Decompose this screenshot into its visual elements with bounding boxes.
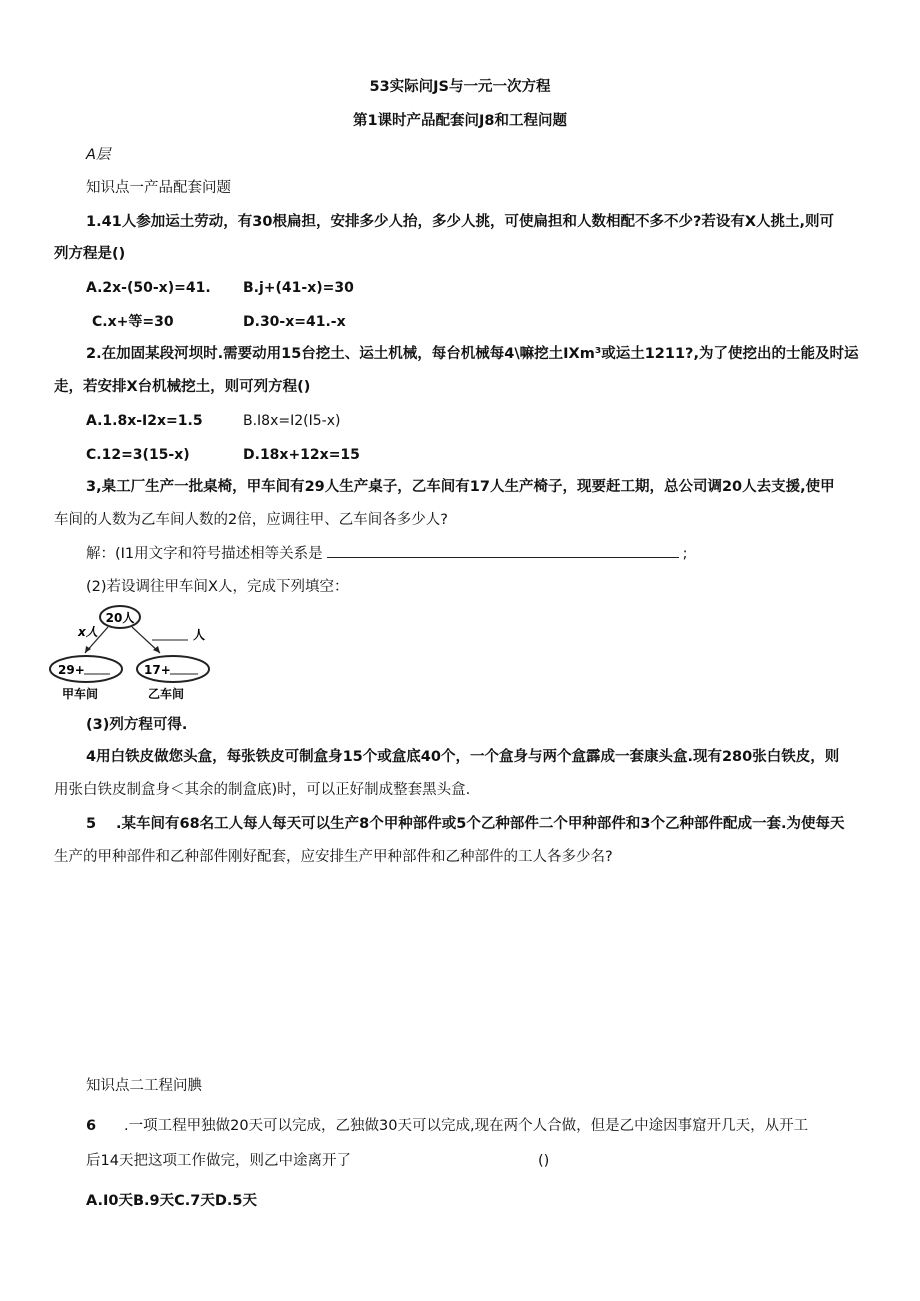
q6-line1: .一项工程甲独做20天可以完成，乙独做30天可以完成,现在两个人合做，但是乙中途因事窟开几天，从开工 xyxy=(124,1118,809,1134)
allocation-diagram xyxy=(48,604,223,704)
q1-line1: 1.41人参加运土劳动，有30根扁担，安排多少人抬，多少人挑，可使扁担和人数相配不多不少?若设有X人挑土,则可 xyxy=(86,214,835,230)
left-oval-label: 29+ xyxy=(58,663,85,677)
page-subtitle: 第1课时产品配套问J8和工程问题 xyxy=(352,113,568,129)
q2-line1: 2.在加固某段河坝时.需要动用15台挖土、运土机械，每台机械每4\嘛挖土IXm³或运土1211?,为了使挖出的士能及时运 xyxy=(86,346,859,362)
q1-option-d: D.30-x=41.-x xyxy=(243,314,346,330)
q3-line1: 3,臬工厂生产一批桌椅，甲车间有29人生产桌子，乙车间有17人生产椅子，现要赶工期，总公司调20人去支援,使甲 xyxy=(86,479,835,495)
q6-options: A.I0天B.9天C.7天D.5天 xyxy=(86,1193,258,1209)
section-heading-1: 知识点一产品配套问题 xyxy=(86,180,231,196)
q2-line2: 走，若安排X台机械挖土，则可列方程() xyxy=(54,379,311,395)
q2-option-c: C.12=3(15-x) xyxy=(86,447,190,463)
q1-option-c: C.x+等=30 xyxy=(92,314,174,330)
q6-line2: 后14天把这项工作做完，则乙中途离开了 xyxy=(86,1153,351,1169)
q3-part1-prefix: 解：(I1用文字和符号描述相等关系是 xyxy=(86,546,323,562)
right-branch-label: 人 xyxy=(193,628,206,642)
top-oval-label: 20人 xyxy=(105,611,135,625)
q3-part1-suffix: ; xyxy=(682,546,688,562)
q4-line2: 用张白铁皮制盒身＜其余的制盒底)时，可以正好制成整套黑头盒. xyxy=(54,782,471,798)
q2-option-b: B.I8x=I2(I5-x) xyxy=(243,413,341,429)
q1-option-b: B.j+(41-x)=30 xyxy=(243,280,354,296)
q1-option-a: A.2x-(50-x)=41. xyxy=(86,280,211,296)
left-caption: 甲车间 xyxy=(62,687,99,701)
q3-part1 xyxy=(86,545,688,563)
right-oval-label: 17+ xyxy=(144,663,171,677)
section-heading-2: 知识点二工程问腆 xyxy=(86,1078,202,1094)
q3-line2: 车间的人数为乙车间人数的2倍，应调往甲、乙车间各多少人? xyxy=(54,512,448,528)
q5-number: 5 xyxy=(86,816,97,832)
page-title: 53实际问JS与一元一次方程 xyxy=(369,79,551,95)
q2-option-d: D.18x+12x=15 xyxy=(243,447,360,463)
q6-number: 6 xyxy=(86,1118,97,1134)
q1-line2: 列方程是() xyxy=(54,246,126,262)
q5-line2: 生产的甲种部件和乙种部件刚好配套，应安排生产甲种部件和乙种部件的工人各多少名? xyxy=(54,849,613,865)
q3-part2: (2)若设调往甲车间X人，完成下列填空： xyxy=(86,579,349,595)
q5-line1: .某车间有68名工人每人每天可以生产8个甲种部件或5个乙种部件二个甲种部件和3个乙种部件配成一套.为使每天 xyxy=(116,816,845,832)
right-caption: 乙车间 xyxy=(148,687,185,701)
q6-answer-paren: () xyxy=(538,1153,550,1169)
level-label: A层 xyxy=(86,147,111,163)
q3-part3: (3)列方程可得. xyxy=(86,717,188,733)
q2-option-a: A.1.8x-I2x=1.5 xyxy=(86,413,203,429)
left-branch-label: x人 xyxy=(78,625,98,639)
answer-blank[interactable] xyxy=(327,545,679,558)
q4-line1: 4用白铁皮做您头盒，每张铁皮可制盒身15个或盒底40个，一个盒身与两个盒霹成一套康头盒.现有280张白铁皮，则 xyxy=(86,749,840,765)
